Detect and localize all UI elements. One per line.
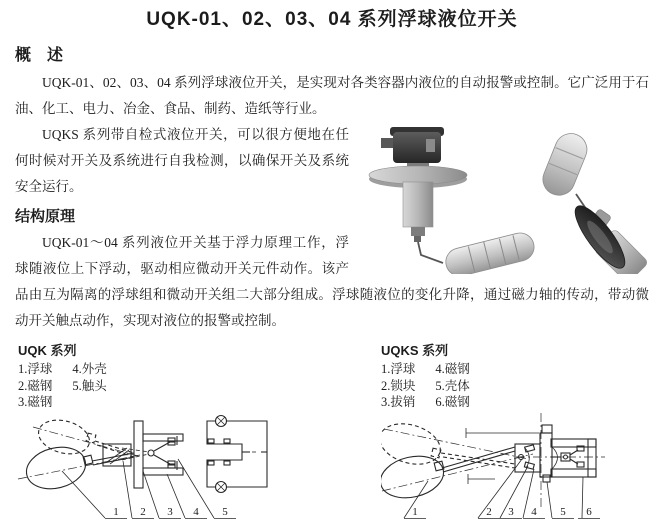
lock-block	[515, 444, 540, 472]
float-ball-uqk	[443, 230, 537, 274]
float-lower-position	[22, 441, 90, 494]
diagram-uqks-schematic	[381, 411, 649, 529]
legend-uqk-item: 1.浮球	[18, 362, 53, 376]
photo-uqk-switch	[369, 127, 537, 274]
flange-wall	[134, 421, 143, 488]
part-number: 1	[412, 505, 418, 518]
pivot	[148, 450, 154, 456]
product-photo-illustration	[357, 124, 649, 274]
part-number: 3	[508, 505, 514, 518]
part-number: 4	[531, 505, 537, 518]
part-number: 5	[222, 505, 228, 518]
diagram-uqk-schematic	[15, 411, 381, 529]
photo-uqks-switch	[538, 129, 649, 274]
lamp-circuit	[207, 415, 267, 492]
flange-wall	[540, 433, 552, 477]
principle-paragraph: UQK-01～04 系列液位开关基于浮力原理工作，浮球随液位上下浮动，驱动相应微动开关元件动作。该产品由互为隔离的浮球组和微动开关组二大部分组成。浮球随液位的变化升降，通过磁力轴的传动，带动微动开关触点动作，实现对液位的报警或控制。	[15, 235, 649, 328]
legend-uqks-title: UQKS 系列	[381, 343, 449, 358]
part-number: 2	[140, 505, 146, 518]
legend-uqks	[381, 343, 649, 411]
legend-uqk-item: 2.磁钢	[18, 378, 53, 393]
part-number: 1	[113, 505, 119, 518]
page-title: UQK-01、02、03、04 系列浮球液位开关	[146, 9, 518, 30]
part-number: 6	[586, 505, 592, 518]
legend-uqks-item: 2.锁块	[381, 378, 416, 393]
part-number: 4	[193, 505, 199, 518]
float-upper-position	[35, 414, 94, 458]
legend-uqk	[15, 343, 381, 411]
principle-heading: 结构原理	[15, 208, 76, 225]
housing-wall-bottom	[551, 469, 596, 477]
legend-uqks-item: 6.磁钢	[435, 395, 470, 409]
legend-uqk-item: 5.触头	[72, 378, 107, 393]
housing-wall-top	[551, 439, 596, 447]
float-lever	[442, 447, 515, 468]
legend-uqks-item: 5.壳体	[435, 378, 470, 393]
housing-wall-right	[588, 439, 596, 477]
overview-paragraph-2: UQKS 系列带自检式液位开关，可以很方便地在任何时候对开关及系统进行自我检测，以确保开关及系统安全运行。	[15, 127, 349, 194]
overview-heading: 概 述	[15, 47, 64, 64]
overview-paragraph-1: UQK-01、02、03、04 系列浮球液位开关，是实现对各类容器内液位的自动报警或控制。它广泛用于石油、化工、电力、冶金、食品、制药、造纸等行业。	[15, 75, 649, 116]
product-photos	[357, 124, 649, 274]
float-ball-uqks	[538, 129, 592, 200]
legend-uqks-item: 4.磁钢	[435, 362, 470, 376]
float-lever	[92, 453, 134, 461]
legend-uqk-item: 3.磁钢	[18, 395, 53, 409]
part-number: 2	[486, 505, 492, 518]
part-number: 3	[167, 505, 173, 518]
legend-uqks-item: 3.拔销	[381, 395, 416, 409]
legend-uqk-title: UQK 系列	[18, 343, 77, 358]
part-number: 5	[560, 505, 566, 518]
legend-row	[15, 334, 649, 411]
legend-uqks-item: 1.浮球	[381, 362, 416, 376]
diagram-row	[15, 411, 649, 529]
legend-uqk-item: 4.外壳	[72, 362, 107, 376]
